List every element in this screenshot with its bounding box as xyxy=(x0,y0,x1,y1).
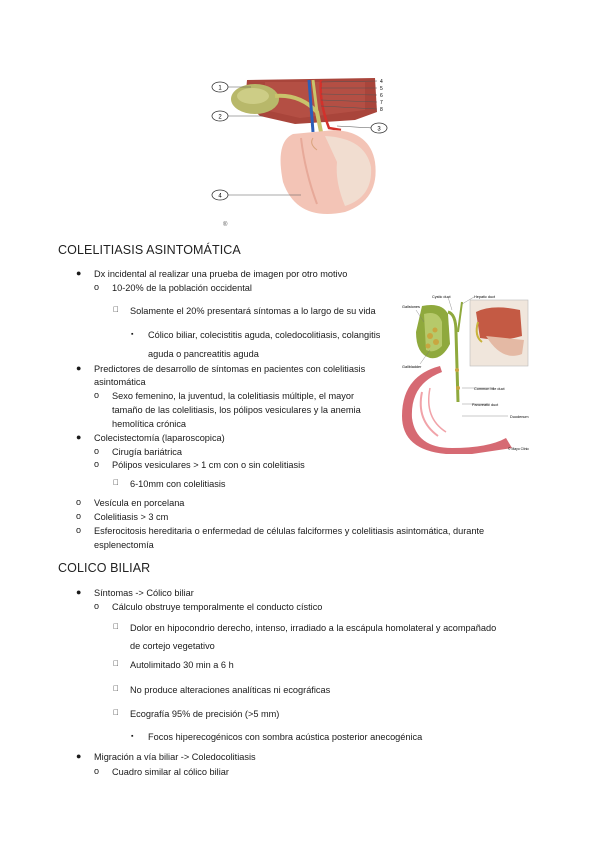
bullet-dot: ● xyxy=(76,587,82,597)
item-esferocitosis: Esferocitosis hereditaria o enfermedad de células falciformes y colelitiasis asintomática, durante xyxy=(94,526,485,536)
item-predictores-cont: asintomática xyxy=(94,377,146,387)
item-complicaciones-cont: aguda o pancreatitis aguda xyxy=(148,349,259,359)
item-no-alteraciones: No produce alteraciones analíticas ni ecográficas xyxy=(130,685,331,695)
bullet-circle: o xyxy=(94,601,100,611)
svg-text:2: 2 xyxy=(218,114,222,121)
bullet-dot: ● xyxy=(76,363,82,373)
svg-text:7: 7 xyxy=(380,100,383,106)
svg-text:Gallstones: Gallstones xyxy=(402,305,420,309)
item-sexo-femenino-cont: tamaño de las colelitiasis, los pólipos vesiculares y la anemia xyxy=(112,405,361,415)
item-calculo-obstruye: Cálculo obstruye temporalmente el conducto cístico xyxy=(112,602,323,612)
item-autolimitado: Autolimitado 30 min a 6 h xyxy=(130,660,234,670)
item-complicaciones: Cólico biliar, colecistitis aguda, coledocolitiasis, colangitis xyxy=(148,330,381,340)
item-colecistectomia: Colecistectomía (laparoscopica) xyxy=(94,433,225,443)
svg-text:3: 3 xyxy=(377,126,381,133)
item-ecografia: Ecografía 95% de precisión (>5 mm) xyxy=(130,709,280,719)
item-dolor: Dolor en hipocondrio derecho, intenso, irradiado a la escápula homolateral y acompañado xyxy=(130,623,497,633)
svg-text:Pancreatic duct: Pancreatic duct xyxy=(472,403,499,407)
section-title-colelitiasis: COLELITIASIS ASINTOMÁTICA xyxy=(58,243,241,257)
item-dx-incidental: Dx incidental al realizar una prueba de imagen por otro motivo xyxy=(94,269,348,279)
bullet-square: ▪ xyxy=(131,733,134,740)
item-colelitiasis-3cm: Colelitiasis > 3 cm xyxy=(94,512,169,522)
bullet-circle: o xyxy=(76,497,82,507)
svg-text:4: 4 xyxy=(380,79,383,85)
item-sintomas: Síntomas -> Cólico biliar xyxy=(94,588,194,598)
item-poblacion: 10-20% de la población occidental xyxy=(112,283,252,293)
item-porcelana: Vesícula en porcelana xyxy=(94,498,185,508)
item-sintomas-20: Solamente el 20% presentará síntomas a lo largo de su vida xyxy=(130,306,376,316)
bullet-circle: o xyxy=(94,459,100,469)
anatomy-figure-top xyxy=(205,72,395,234)
bullet-circle: o xyxy=(76,511,82,521)
svg-text:6: 6 xyxy=(380,93,383,99)
item-6-10mm: 6-10mm con colelitiasis xyxy=(130,479,226,489)
bullet-circle: o xyxy=(94,446,100,456)
bullet-box xyxy=(113,659,119,668)
item-cuadro-similar: Cuadro similar al cólico biliar xyxy=(112,767,229,777)
svg-text:Gallbladder: Gallbladder xyxy=(402,365,422,369)
item-esferocitosis-cont: esplenectomía xyxy=(94,540,154,550)
item-polipos: Pólipos vesiculares > 1 cm con o sin colelitiasis xyxy=(112,460,305,470)
bullet-dot: ● xyxy=(76,751,82,761)
item-sexo-femenino-cont2: hemolítica crónica xyxy=(112,419,187,429)
bullet-box xyxy=(113,305,119,314)
section-title-colico-biliar: COLICO BILIAR xyxy=(58,561,151,575)
svg-text:®: ® xyxy=(223,222,228,228)
bullet-box xyxy=(113,478,119,487)
bullet-dot: ● xyxy=(76,268,82,278)
svg-text:© Mayo Clinic: © Mayo Clinic xyxy=(508,447,529,451)
bullet-box xyxy=(113,622,119,631)
svg-text:Common bile duct: Common bile duct xyxy=(474,387,505,391)
bullet-box xyxy=(113,708,119,717)
bullet-dot: ● xyxy=(76,432,82,442)
bullet-circle: o xyxy=(94,282,100,292)
item-cirugia-bariatrica: Cirugía bariátrica xyxy=(112,447,182,457)
svg-text:8: 8 xyxy=(380,107,383,113)
bullet-circle: o xyxy=(94,766,100,776)
bullet-circle: o xyxy=(94,390,100,400)
item-migracion: Migración a vía biliar -> Coledocolitiasis xyxy=(94,752,256,762)
svg-text:1: 1 xyxy=(218,85,222,92)
bullet-box xyxy=(113,684,119,693)
item-predictores: Predictores de desarrollo de síntomas en pacientes con colelitiasis xyxy=(94,364,366,374)
bullet-circle: o xyxy=(76,525,82,535)
anatomy-figure-gallstones xyxy=(402,292,532,454)
item-focos: Focos hiperecogénicos con sombra acústica posterior anecogénica xyxy=(148,732,423,742)
item-dolor-cont: de cortejo vegetativo xyxy=(130,641,215,651)
svg-text:5: 5 xyxy=(380,86,383,92)
item-sexo-femenino: Sexo femenino, la juventud, la colelitiasis múltiple, el mayor xyxy=(112,391,355,401)
svg-text:Duodenum: Duodenum xyxy=(510,415,529,419)
svg-text:4: 4 xyxy=(218,193,222,200)
bullet-square: ▪ xyxy=(131,331,134,338)
svg-text:Hepatic duct: Hepatic duct xyxy=(474,295,496,299)
svg-text:Cystic duct: Cystic duct xyxy=(432,295,451,299)
